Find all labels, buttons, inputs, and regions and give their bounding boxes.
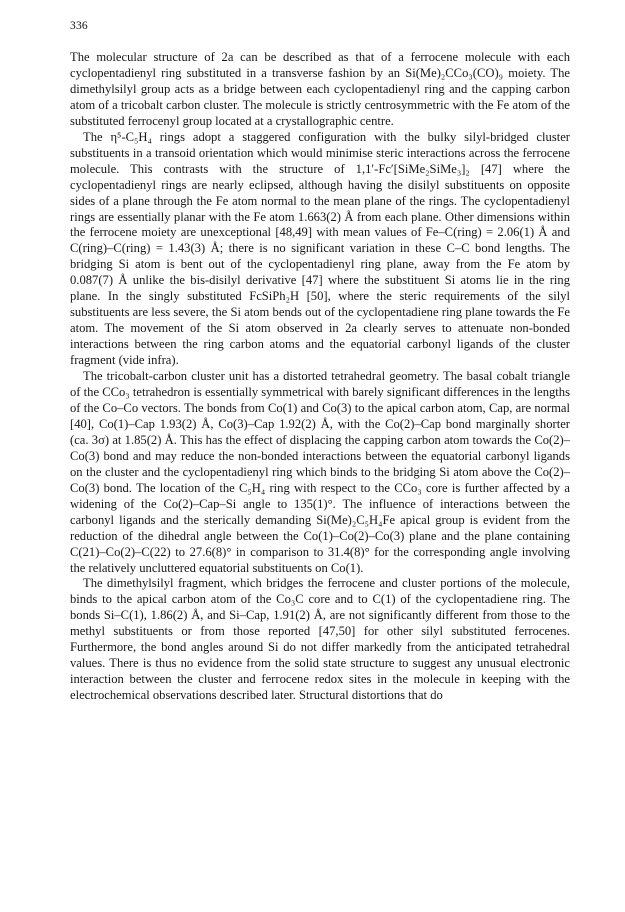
- paragraph-ring-configuration: The η⁵-C₅H₄ rings adopt a staggered configuration with the bulky silyl-bridged cluster substituents in a transoid orientation which would minimise steric interactions across the ferrocene molecule. This contrasts with the structure of 1,1′-Fc′[SiMe₂SiMe₃]₂ [47] where the cyclopentadienyl rings are nearly eclipsed, although having the disilyl substituents on opposite sides of a plane through the Fe atom normal to the mean plane of the rings. The cyclopentadienyl rings are essentially planar with the Fe atom 1.663(2) Å from each plane. Other dimensions within the ferrocene moiety are unexceptional [48,49] with mean values of Fe–C(ring) = 2.06(1) Å and C(ring)–C(ring) = 1.43(3) Å; there is no significant variation in these C–C bond lengths. The bridging Si atom is bent out of the cyclopentadienyl ring plane, away from the Fe atom by 0.087(7) Å unlike the bis-disilyl derivative [47] where the substituent Si atoms lie in the ring plane. In the singly substituted FcSiPh₂H [50], where the steric requirements of the silyl substituents are less severe, the Si atom bends out of the cyclopentadiene ring plane towards the Fe atom. The movement of the Si atom observed in 2a clearly serves to attenuate non-bonded interactions between the ring carbon atoms and the equatorial carbonyl ligands of the cluster fragment (vide infra).: [70, 129, 570, 368]
- paragraph-dimethylsilyl-fragment: The dimethylsilyl fragment, which bridges the ferrocene and cluster portions of the molecule, binds to the apical carbon atom of the Co₃C core and to C(1) of the cyclopentadiene ring. The bonds Si–C(1), 1.86(2) Å, and Si–Cap, 1.91(2) Å, are not significantly different from those to the methyl substituents or from those reported [47,50] for other silyl substituted ferrocenes. Furthermore, the bond angles around Si do not differ markedly from the anticipated tetrahedral values. There is thus no evidence from the solid state structure to suggest any unusual electronic interaction between the cluster and ferrocene redox sites in the molecule in keeping with the electrochemical observations described later. Structural distortions that do: [70, 576, 570, 703]
- paragraph-cluster-geometry: The tricobalt-carbon cluster unit has a distorted tetrahedral geometry. The basal cobalt triangle of the CCo₃ tetrahedron is essentially symmetrical with barely significant differences in the lengths of the Co–Co vectors. The bonds from Co(1) and Co(3) to the apical carbon atom, Cap, are normal [40], Co(1)–Cap 1.93(2) Å, Co(3)–Cap 1.92(2) Å, with the Co(2)–Cap bond marginally shorter (ca. 3σ) at 1.85(2) Å. This has the effect of displacing the capping carbon atom towards the Co(2)–Co(3) bond and may reduce the non-bonded interactions between the equatorial carbonyl ligands on the cluster and the cyclopentadienyl ring which binds to the bridging Si atom above the Co(2)–Co(3) bond. The location of the C₅H₄ ring with respect to the CCo₃ core is further affected by a widening of the Co(2)–Cap–Si angle to 135(1)°. The influence of interactions between the carbonyl ligands and the sterically demanding Si(Me)₂C₅H₄Fe apical group is evident from the reduction of the dihedral angle between the Co(1)–Co(2)–Co(3) plane and the plane containing C(21)–Co(2)–C(22) to 27.6(8)° in comparison to 31.4(8)° for the corresponding angle involving the relatively uncluttered equatorial substituents on Co(1).: [70, 369, 570, 575]
- paragraph-molecular-structure: The molecular structure of 2a can be described as that of a ferrocene molecule with each cyclopentadienyl ring substituted in a transverse fashion by an Si(Me)₂CCo₃(CO)₉ moiety. The dimethylsilyl group acts as a bridge between each cyclopentadienyl ring and the capping carbon atom of a tricobalt carbon cluster. The molecule is strictly centrosymmetric with the Fe atom of the substituted ferrocenyl group located at a crystallographic centre.: [70, 50, 570, 128]
- page-number: 336: [70, 20, 88, 32]
- body-text: [70, 50, 570, 704]
